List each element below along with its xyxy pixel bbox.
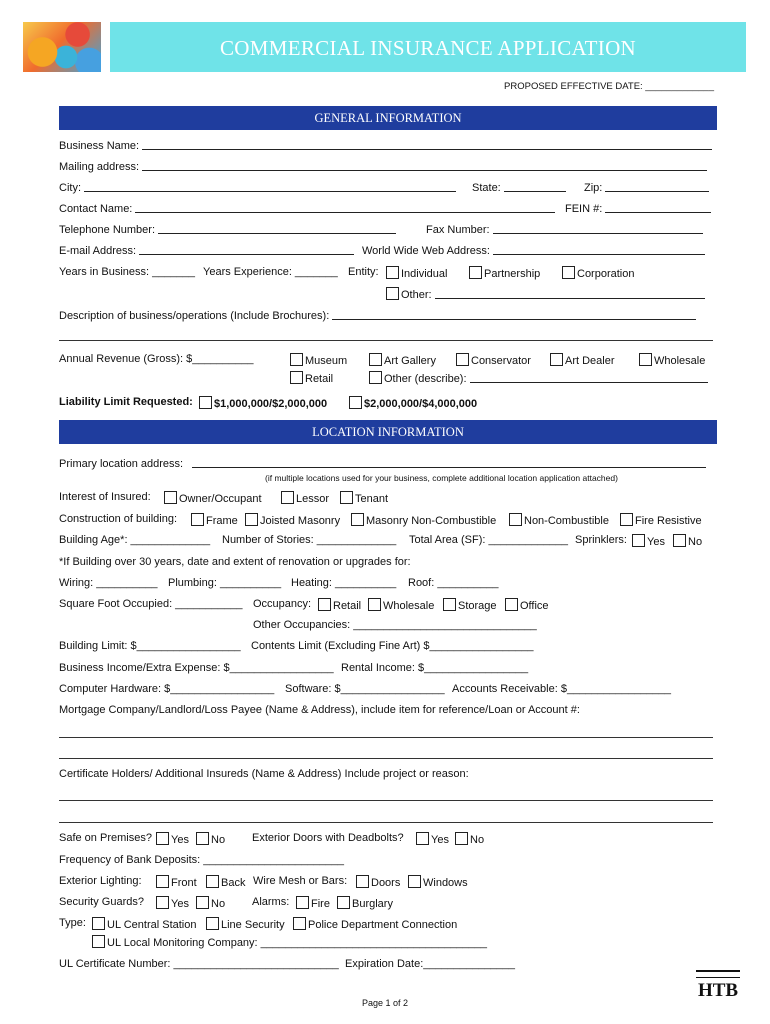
ext-doors-no-option[interactable]: No [455, 832, 484, 846]
owner-checkbox[interactable] [164, 491, 177, 504]
state-row [472, 181, 566, 194]
telephone-field[interactable] [158, 223, 396, 234]
effective-date: PROPOSED EFFECTIVE DATE: _____________ [504, 81, 714, 92]
other-entity-checkbox[interactable] [386, 287, 399, 300]
business-name-row [59, 139, 712, 152]
tenant-checkbox[interactable] [340, 491, 353, 504]
accounts-receivable[interactable]: Accounts Receivable: $_________________ [452, 683, 671, 695]
mesh-doors-option[interactable]: Doors [356, 875, 400, 889]
alarm-type-label: Type: [59, 917, 86, 929]
guards-yes-checkbox[interactable] [156, 896, 169, 909]
occupancy-wholesale-checkbox[interactable] [368, 598, 381, 611]
web-row [362, 244, 705, 257]
htb-logo [696, 970, 740, 1004]
wholesale-checkbox[interactable] [639, 353, 652, 366]
ul-central-checkbox[interactable] [92, 917, 105, 930]
email-label: E-mail Address: [59, 245, 137, 257]
sprinklers-no-option[interactable]: No [673, 534, 702, 548]
alarm-burglary-checkbox[interactable] [337, 896, 350, 909]
computer-hardware[interactable]: Computer Hardware: $_________________ [59, 683, 275, 695]
web-address-field[interactable] [493, 244, 705, 255]
city-field[interactable] [84, 181, 456, 192]
htb-logo-text: HTB [697, 980, 739, 1001]
art-gallery-checkbox[interactable] [369, 353, 382, 366]
lessor-option[interactable]: Lessor [281, 491, 329, 505]
frame-option[interactable]: Frame [191, 513, 238, 527]
ul-local-checkbox[interactable] [92, 935, 105, 948]
ul-central-option[interactable]: UL Central Station [92, 917, 196, 931]
other-describe-field[interactable] [470, 372, 708, 383]
entity-label: Entity: [348, 266, 379, 278]
mesh-windows-option[interactable]: Windows [408, 875, 468, 889]
lighting-back-option[interactable]: Back [206, 875, 245, 889]
primary-location-note: (if multiple locations used for your business, complete additional location application attached) [265, 473, 618, 483]
software[interactable]: Software: $_________________ [285, 683, 445, 695]
line-security-option[interactable]: Line Security [206, 917, 285, 931]
entity-individual-option[interactable]: Individual [386, 266, 447, 280]
state-field[interactable] [504, 181, 566, 192]
interest-label: Interest of Insured: [59, 491, 151, 503]
joisted-checkbox[interactable] [245, 513, 258, 526]
years-experience[interactable]: Years Experience: _______ [203, 266, 338, 278]
form-title: COMMERCIAL INSURANCE APPLICATION [110, 22, 746, 72]
museum-checkbox[interactable] [290, 353, 303, 366]
occupancy-retail-option[interactable]: Retail [318, 598, 361, 612]
other-describe-checkbox[interactable] [369, 371, 382, 384]
zip-row [584, 181, 709, 194]
fax-field[interactable] [493, 223, 703, 234]
ext-doors-yes-option[interactable]: Yes [416, 832, 449, 846]
guards-no-checkbox[interactable] [196, 896, 209, 909]
mesh-doors-checkbox[interactable] [356, 875, 369, 888]
building-age[interactable]: Building Age*: _____________ [59, 534, 211, 546]
security-guards-label: Security Guards? [59, 896, 144, 908]
owner-option[interactable]: Owner/Occupant [164, 491, 262, 505]
mailing-address-label: Mailing address: [59, 161, 140, 173]
fire-resistive-option[interactable]: Fire Resistive [620, 513, 702, 527]
alarms-label: Alarms: [252, 896, 290, 908]
alarm-fire-checkbox[interactable] [296, 896, 309, 909]
guards-no-option[interactable]: No [196, 896, 225, 910]
safe-no-checkbox[interactable] [196, 832, 209, 845]
liability-2-checkbox[interactable] [349, 396, 362, 409]
masonry-nc-option[interactable]: Masonry Non-Combustible [351, 513, 496, 527]
description-field[interactable] [332, 309, 696, 320]
safe-no-option[interactable]: No [196, 832, 225, 846]
city-row [59, 181, 456, 194]
email-row [59, 244, 354, 257]
other-entity-field[interactable] [435, 288, 705, 299]
exterior-lighting-label: Exterior Lighting: [59, 875, 142, 887]
mailing-address-row [59, 160, 707, 173]
certificate-field-line-1[interactable] [59, 800, 713, 801]
individual-checkbox[interactable] [386, 266, 399, 279]
other-describe-option[interactable]: Other (describe): [369, 371, 708, 385]
description-label: Description of business/operations (Include Brochures): [59, 310, 330, 322]
ul-certificate-number[interactable]: UL Certificate Number: ___________________________ [59, 958, 339, 970]
annual-revenue[interactable]: Annual Revenue (Gross): $__________ [59, 353, 254, 365]
section-location-information: LOCATION INFORMATION [59, 420, 717, 444]
frame-checkbox[interactable] [191, 513, 204, 526]
mesh-windows-checkbox[interactable] [408, 875, 421, 888]
years-business[interactable]: Years in Business: _______ [59, 266, 195, 278]
primary-location-row [59, 457, 706, 470]
city-label: City: [59, 182, 81, 194]
other-occupancies[interactable]: Other Occupancies: ______________________________ [253, 619, 537, 631]
contact-name-label: Contact Name: [59, 203, 133, 215]
sprinklers-label: Sprinklers: [575, 534, 627, 546]
occupancy-office-option[interactable]: Office [505, 598, 549, 612]
lighting-back-checkbox[interactable] [206, 875, 219, 888]
entity-other-option[interactable]: Other: [386, 287, 705, 301]
ul-local-option[interactable]: UL Local Monitoring Company: _____________________________________ [92, 935, 487, 949]
police-connection-checkbox[interactable] [293, 917, 306, 930]
bank-deposits[interactable]: Frequency of Bank Deposits: _______________________ [59, 854, 345, 866]
heating-field[interactable]: Heating: __________ [291, 577, 397, 589]
contents-limit[interactable]: Contents Limit (Excluding Fine Art) $_________________ [251, 640, 534, 652]
occupancy-office-checkbox[interactable] [505, 598, 518, 611]
email-field[interactable] [139, 244, 354, 255]
zip-field[interactable] [605, 181, 709, 192]
occupancy-storage-checkbox[interactable] [443, 598, 456, 611]
primary-location-field[interactable] [192, 457, 706, 468]
description-field-line-2[interactable] [59, 340, 713, 341]
ext-doors-yes-checkbox[interactable] [416, 832, 429, 845]
mortgage-label: Mortgage Company/Landlord/Loss Payee (Name & Address), include item for reference/Loan or Account #: [59, 704, 580, 716]
liability-1-checkbox[interactable] [199, 396, 212, 409]
rental-income[interactable]: Rental Income: $_________________ [341, 662, 529, 674]
alarm-burglary-option[interactable]: Burglary [337, 896, 393, 910]
fein-field[interactable] [605, 202, 711, 213]
entity-partnership-option[interactable]: Partnership [469, 266, 540, 280]
zip-label: Zip: [584, 182, 603, 194]
state-label: State: [472, 182, 501, 194]
page-number: Page 1 of 2 [361, 998, 409, 1008]
retail-option[interactable]: Retail [290, 371, 333, 385]
partnership-checkbox[interactable] [469, 266, 482, 279]
liability-option-2[interactable]: $2,000,000/$4,000,000 [349, 396, 477, 410]
occupancy-retail-checkbox[interactable] [318, 598, 331, 611]
lessor-checkbox[interactable] [281, 491, 294, 504]
contact-row [59, 202, 555, 215]
fax-row [426, 223, 703, 236]
occupancy-label: Occupancy: [253, 598, 312, 610]
wire-mesh-label: Wire Mesh or Bars: [253, 875, 348, 887]
primary-location-label: Primary location address: [59, 458, 184, 470]
alarm-fire-option[interactable]: Fire [296, 896, 330, 910]
police-connection-option[interactable]: Police Department Connection [293, 917, 457, 931]
non-combustible-option[interactable]: Non-Combustible [509, 513, 609, 527]
business-name-label: Business Name: [59, 140, 140, 152]
certificate-field-line-2[interactable] [59, 822, 713, 823]
plumbing-field[interactable]: Plumbing: __________ [168, 577, 282, 589]
ext-doors-no-checkbox[interactable] [455, 832, 468, 845]
conservator-option[interactable]: Conservator [456, 353, 531, 367]
corporation-checkbox[interactable] [562, 266, 575, 279]
fax-label: Fax Number: [426, 224, 490, 236]
safe-yes-option[interactable]: Yes [156, 832, 189, 846]
sprinklers-no-checkbox[interactable] [673, 534, 686, 547]
building-limit[interactable]: Building Limit: $_________________ [59, 640, 241, 652]
mortgage-field-line-1[interactable] [59, 737, 713, 738]
entity-corporation-option[interactable]: Corporation [562, 266, 634, 280]
square-foot-occupied[interactable]: Square Foot Occupied: ___________ [59, 598, 243, 610]
joisted-option[interactable]: Joisted Masonry [245, 513, 340, 527]
line-security-checkbox[interactable] [206, 917, 219, 930]
renovation-note: *If Building over 30 years, date and extent of renovation or upgrades for: [59, 556, 411, 568]
company-logo [23, 22, 101, 72]
fein-row [565, 202, 711, 215]
web-address-label: World Wide Web Address: [362, 245, 490, 257]
fire-resistive-checkbox[interactable] [620, 513, 633, 526]
lighting-front-option[interactable]: Front [156, 875, 197, 889]
conservator-checkbox[interactable] [456, 353, 469, 366]
art-dealer-option[interactable]: Art Dealer [550, 353, 615, 367]
ext-doors-label: Exterior Doors with Deadbolts? [252, 832, 404, 844]
telephone-label: Telephone Number: [59, 224, 156, 236]
masonry-nc-checkbox[interactable] [351, 513, 364, 526]
lighting-front-checkbox[interactable] [156, 875, 169, 888]
art-dealer-checkbox[interactable] [550, 353, 563, 366]
wiring-field[interactable]: Wiring: __________ [59, 577, 158, 589]
sprinklers-yes-option[interactable]: Yes [632, 534, 665, 548]
fein-label: FEIN #: [565, 203, 603, 215]
description-row [59, 309, 696, 322]
expiration-date[interactable]: Expiration Date:_______________ [345, 958, 516, 970]
number-of-stories[interactable]: Number of Stories: _____________ [222, 534, 397, 546]
certificate-holders-label: Certificate Holders/ Additional Insureds (Name & Address) Include project or reason: [59, 768, 469, 780]
construction-label: Construction of building: [59, 513, 178, 525]
liability-option-1[interactable]: $1,000,000/$2,000,000 [199, 396, 327, 410]
guards-yes-option[interactable]: Yes [156, 896, 189, 910]
occupancy-storage-option[interactable]: Storage [443, 598, 497, 612]
business-income[interactable]: Business Income/Extra Expense: $_________________ [59, 662, 334, 674]
safe-yes-checkbox[interactable] [156, 832, 169, 845]
liability-limit-label: Liability Limit Requested: [59, 396, 193, 408]
sprinklers-yes-checkbox[interactable] [632, 534, 645, 547]
retail-checkbox[interactable] [290, 371, 303, 384]
art-gallery-option[interactable]: Art Gallery [369, 353, 436, 367]
tenant-option[interactable]: Tenant [340, 491, 388, 505]
mortgage-field-line-2[interactable] [59, 758, 713, 759]
business-name-field[interactable] [142, 139, 712, 150]
safe-label: Safe on Premises? [59, 832, 152, 844]
roof-field[interactable]: Roof: __________ [408, 577, 499, 589]
total-area[interactable]: Total Area (SF): _____________ [409, 534, 569, 546]
museum-option[interactable]: Museum [290, 353, 347, 367]
wholesale-option[interactable]: Wholesale [639, 353, 705, 367]
contact-name-field[interactable] [135, 202, 555, 213]
section-general-information: GENERAL INFORMATION [59, 106, 717, 130]
htb-roof-icon [696, 970, 740, 978]
non-combustible-checkbox[interactable] [509, 513, 522, 526]
occupancy-wholesale-option[interactable]: Wholesale [368, 598, 434, 612]
mailing-address-field[interactable] [142, 160, 707, 171]
telephone-row [59, 223, 396, 236]
